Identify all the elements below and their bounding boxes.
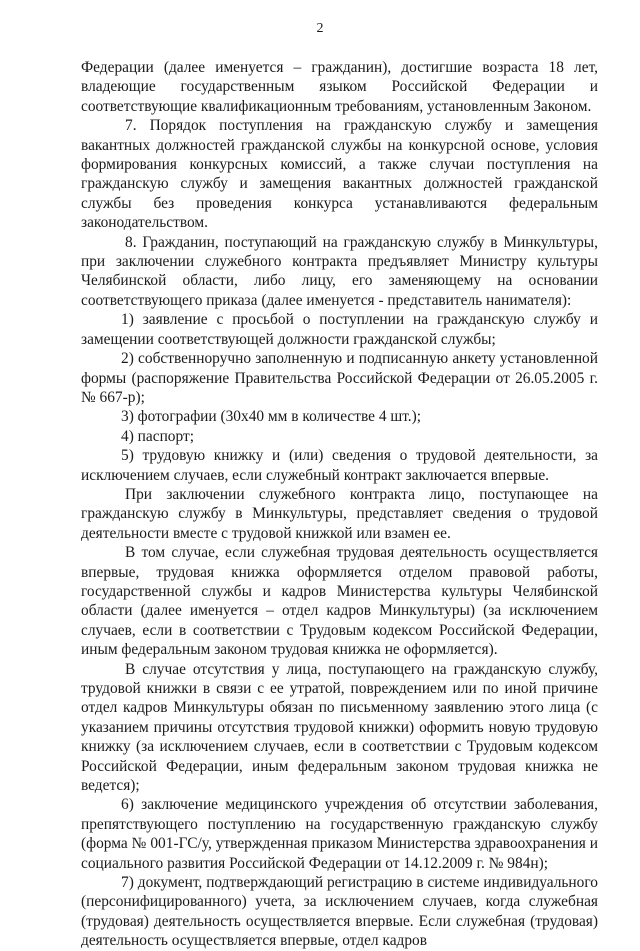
page-number: 2	[316, 21, 324, 36]
list-item-5: 5) трудовую книжку и (или) сведения о трудовой деятельности, за исключением случаев, если служебный контракт заключается впервые.	[81, 447, 598, 484]
document-body	[81, 58, 598, 951]
list-item-4: 4) паспорт;	[121, 427, 194, 445]
paragraph-missing-workbook: В случае отсутствия у лица, поступающего на гражданскую службу, трудовой книжки в связи с ее утратой, повреждением или по иной причине отдел кадров Минкультуры обязан по письменному заявлению этого лица (с указанием причины отсутствия трудовой книжки) оформить новую трудовую книжку (за исключением случаев, если в соответствии с Трудовым кодексом Российской Федерации, иным федеральным законом трудовая книжка не ведется);	[81, 660, 598, 795]
list-item-7: 7) документ, подтверждающий регистрацию в системе индивидуального (персонифицированного) учета, за исключением случаев, когда служебная (трудовая) деятельность осуществляется впервые. Если служебная (трудовая) деятельность осуществляется впервые, отдел кадров	[81, 874, 598, 950]
paragraph-first-employment: В том случае, если служебная трудовая деятельность осуществляется впервые, трудовая книжка оформляется отделом правовой работы, государственной службы и кадров Министерства культуры Челябинской области (далее именуется – отдел кадров Минкультуры) (за исключением случаев, если в соответствии с Трудовым кодексом Российской Федерации, иным федеральным законом трудовая книжка не оформляется).	[81, 544, 598, 659]
paragraph-contract-info: При заключении служебного контракта лицо, поступающее на гражданскую службу в Минкультуры, представляет сведения о трудовой деятельности вместе с трудовой книжкой или взамен ее.	[81, 485, 598, 542]
list-item-1: 1) заявление с просьбой о поступлении на гражданскую службу и замещении соответствующей должности гражданской службы;	[81, 311, 598, 348]
list-item-2: 2) собственноручно заполненную и подписанную анкету установленной формы (распоряжение Правительства Российской Федерации от 26.05.2005 г. № 667-р);	[81, 350, 598, 406]
paragraph-continuation: Федерации (далее именуется – гражданин), достигшие возраста 18 лет, владеющие государственным языком Российской Федерации и соответствующие квалификационным требованиям, установленным Законом.	[81, 59, 598, 115]
list-item-3: 3) фотографии (30х40 мм в количестве 4 шт.);	[121, 408, 422, 426]
paragraph-8: 8. Гражданин, поступающий на гражданскую службу в Минкультуры, при заключении служебного контракта предъявляет Министру культуры Челябинской области, либо лицу, его заменяющему на основании соответствующего приказа (далее именуется - представитель нанимателя):	[81, 233, 598, 309]
paragraph-7: 7. Порядок поступления на гражданскую службу и замещения вакантных должностей гражданской службы на конкурсной основе, условия формирования конкурсных комиссий, а также случаи поступления на гражданскую службу и замещения вакантных должностей гражданской службы без проведения конкурса устанавливаются федеральным законодательством.	[81, 117, 598, 232]
list-item-6: 6) заключение медицинского учреждения об отсутствии заболевания, препятствующего поступлению на государственную гражданскую службу (форма № 001-ГС/у, утвержденная приказом Министерства здравоохранения и социального развития Российской Федерации от 14.12.2009 г. № 984н);	[81, 796, 598, 872]
